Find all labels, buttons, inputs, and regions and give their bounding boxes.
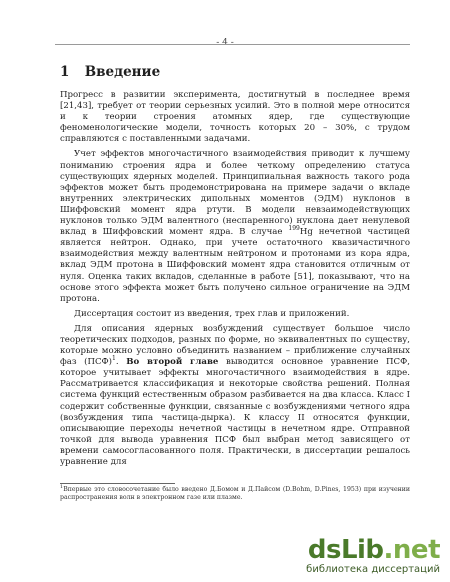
paragraph-many-body-end: Hg нечетной частицей является нейтрон. Однако, при учете остаточного квазичастичного взаимодействия между валентным нейтроном и протонами из кора ядра, вклад ЭДМ протона в Шиффовский момент ядра становится отличным от нуля. Оценка таких вкладов, сделанные в работе [51], показывают, что на основе этого эффекта может быть получено сильное ограничение на ЭДМ протона. <box>60 227 410 304</box>
paragraph-rpa-sep: . <box>115 357 127 368</box>
section-title: Введение <box>84 64 161 80</box>
isotope-mass-number: 199 <box>288 225 300 233</box>
footnote-text: Впервые это словосочетание было введено Д.Бомом и Д.Пайсом (D.Bohm, D.Pines, 1953) при изучении распространения волн в электронном газе или плазме. <box>60 486 410 501</box>
watermark-tagline: библиотека диссертаций <box>306 564 440 575</box>
paragraph-intro: Прогресс в развитии эксперимента, достигнутый в последнее время [21,43], требует от теории серьезных усилий. Это в полной мере относится и к теории строения атомных ядер, где существующие феноменологические модели, точность которых 20 – 30%, с трудом справляются с поставленными задачами. <box>60 90 410 145</box>
page-number: - 4 - <box>216 38 234 48</box>
footnote-mark: 1 <box>60 483 64 490</box>
chapter-two-emphasis: Во второй главе <box>126 357 219 368</box>
watermark <box>306 537 440 576</box>
paragraph-many-body <box>60 149 410 304</box>
paragraph-structure: Диссертация состоит из введения, трех глав и приложений. <box>74 308 350 319</box>
footnote-rule <box>60 483 175 484</box>
section-number: 1 <box>60 64 70 80</box>
section-heading <box>60 64 160 80</box>
paragraph-rpa <box>60 324 410 468</box>
footnote-reference: 1 <box>112 355 116 363</box>
body-text <box>60 90 410 468</box>
watermark-logo <box>306 537 440 563</box>
page-number-rule <box>55 44 410 45</box>
paragraph-rpa-end: выводится основное уравнение ПСФ, которое учитывает эффекты многочастичного взаимодействия в ядре. Рассматривается классификация и некоторые свойства решений. Полная система функций естественным образом разбивается на два класса. Класс I содержит собственные функции, связанные с возбуждениями четного ядра (возбуждения типа частица-дырка). К классу II относятся функции, описывающие переходы нечетной частицы в нечетном ядре. Отправной точкой для вывода уравнения ПСФ был выбран метод зависящего от времени самосогласованного поля. Практически, в диссертации решалось уравнение для <box>60 357 410 467</box>
watermark-logo-suffix: .net <box>383 535 440 565</box>
watermark-logo-main: dsLib <box>307 535 384 565</box>
footnote <box>60 483 410 502</box>
paragraph-rpa-start: Для описания ядерных возбуждений существует большое число теоретических подходов, разных по форме, но эквивалентных по существу, которые можно условно объединить названием – приближение случайных фаз (ПСФ) <box>60 323 410 368</box>
paragraph-many-body-start: Учет эффектов многочастичного взаимодействия приводит к лучшему пониманию строения ядра и более четкому определению статуса существующих ядерных моделей. Принципиальная важность такого рода эффектов может быть продемонстрирована на примере задачи о вкладе внутренних электрических дипольных моментов (ЭДМ) нуклонов в Шиффовский момент ядра ртути. В модели невзаимодействующих нуклонов только ЭДМ валентного (неспаренного) нуклона дает ненулевой вклад в Шиффовский момент ядра. В случае <box>60 149 410 238</box>
